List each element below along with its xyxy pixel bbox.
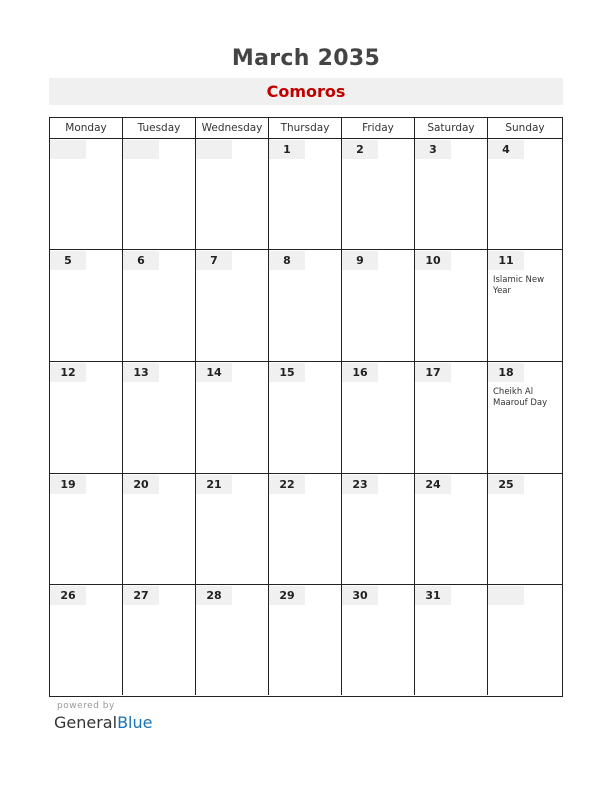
day-cell <box>268 250 341 361</box>
day-cell <box>487 139 562 249</box>
day-number: 16 <box>342 363 378 382</box>
day-number: 27 <box>123 586 159 605</box>
day-number: 4 <box>488 140 524 159</box>
country-banner <box>49 78 563 105</box>
day-cell <box>341 139 414 249</box>
weekday-header-thursday: Thursday <box>268 118 341 138</box>
day-number: 28 <box>196 586 232 605</box>
day-cell <box>50 139 122 249</box>
day-number: 19 <box>50 475 86 494</box>
holiday-label: Islamic New Year <box>493 275 545 296</box>
day-cell <box>268 585 341 695</box>
day-cell <box>487 585 562 695</box>
day-cell <box>195 139 268 249</box>
day-cell <box>487 362 562 473</box>
day-cell <box>122 474 195 584</box>
day-number: 17 <box>415 363 451 382</box>
day-cell <box>122 585 195 695</box>
day-number: 8 <box>269 251 305 270</box>
powered-by-text: powered by <box>57 701 115 711</box>
day-cell <box>122 139 195 249</box>
day-cell <box>341 474 414 584</box>
day-number: 31 <box>415 586 451 605</box>
day-cell <box>50 250 122 361</box>
weekday-header-saturday: Saturday <box>414 118 487 138</box>
day-number <box>196 140 232 159</box>
day-cell <box>195 250 268 361</box>
day-cell <box>487 474 562 584</box>
day-cell <box>414 585 487 695</box>
day-number: 11 <box>488 251 524 270</box>
day-number: 23 <box>342 475 378 494</box>
weekday-header-row <box>50 118 562 139</box>
day-cell <box>414 362 487 473</box>
day-cell <box>50 585 122 695</box>
day-cell <box>268 139 341 249</box>
day-number: 13 <box>123 363 159 382</box>
weekday-header-monday: Monday <box>65 122 107 134</box>
day-number: 22 <box>269 475 305 494</box>
day-cell <box>195 474 268 584</box>
day-number: 5 <box>50 251 86 270</box>
weekday-header-tuesday: Tuesday <box>122 118 195 138</box>
country-name: Comoros <box>266 82 346 101</box>
day-number <box>50 140 86 159</box>
day-cell <box>414 474 487 584</box>
day-number: 9 <box>342 251 378 270</box>
day-number: 10 <box>415 251 451 270</box>
calendar-grid <box>49 117 563 697</box>
day-cell <box>122 362 195 473</box>
day-number <box>488 586 524 605</box>
day-number: 15 <box>269 363 305 382</box>
day-number: 6 <box>123 251 159 270</box>
day-number: 25 <box>488 475 524 494</box>
weekday-header-sunday: Sunday <box>487 118 562 138</box>
day-number: 21 <box>196 475 232 494</box>
day-number: 24 <box>415 475 451 494</box>
day-cell <box>195 585 268 695</box>
day-number: 29 <box>269 586 305 605</box>
day-number: 30 <box>342 586 378 605</box>
day-cell <box>268 474 341 584</box>
calendar-title: March 2035 <box>231 46 381 71</box>
day-cell <box>50 362 122 473</box>
brand-logo <box>54 713 152 732</box>
day-number: 14 <box>196 363 232 382</box>
day-cell <box>195 362 268 473</box>
weekday-header-wednesday: Wednesday <box>195 118 268 138</box>
day-number: 1 <box>269 140 305 159</box>
day-cell <box>268 362 341 473</box>
day-number <box>123 140 159 159</box>
day-cell <box>487 250 562 361</box>
day-number: 3 <box>415 140 451 159</box>
brand-blue-text: Blue <box>117 713 153 732</box>
day-cell <box>50 474 122 584</box>
day-number: 20 <box>123 475 159 494</box>
day-cell <box>341 362 414 473</box>
day-cell <box>341 250 414 361</box>
day-number: 2 <box>342 140 378 159</box>
day-number: 26 <box>50 586 86 605</box>
day-number: 12 <box>50 363 86 382</box>
day-cell <box>122 250 195 361</box>
holiday-label: Cheikh Al Maarouf Day <box>493 387 548 408</box>
day-cell <box>414 250 487 361</box>
brand-general-text: General <box>54 713 118 732</box>
day-cell <box>341 585 414 695</box>
weekday-header-friday: Friday <box>341 118 414 138</box>
day-number: 7 <box>196 251 232 270</box>
day-cell <box>414 139 487 249</box>
day-number: 18 <box>488 363 524 382</box>
